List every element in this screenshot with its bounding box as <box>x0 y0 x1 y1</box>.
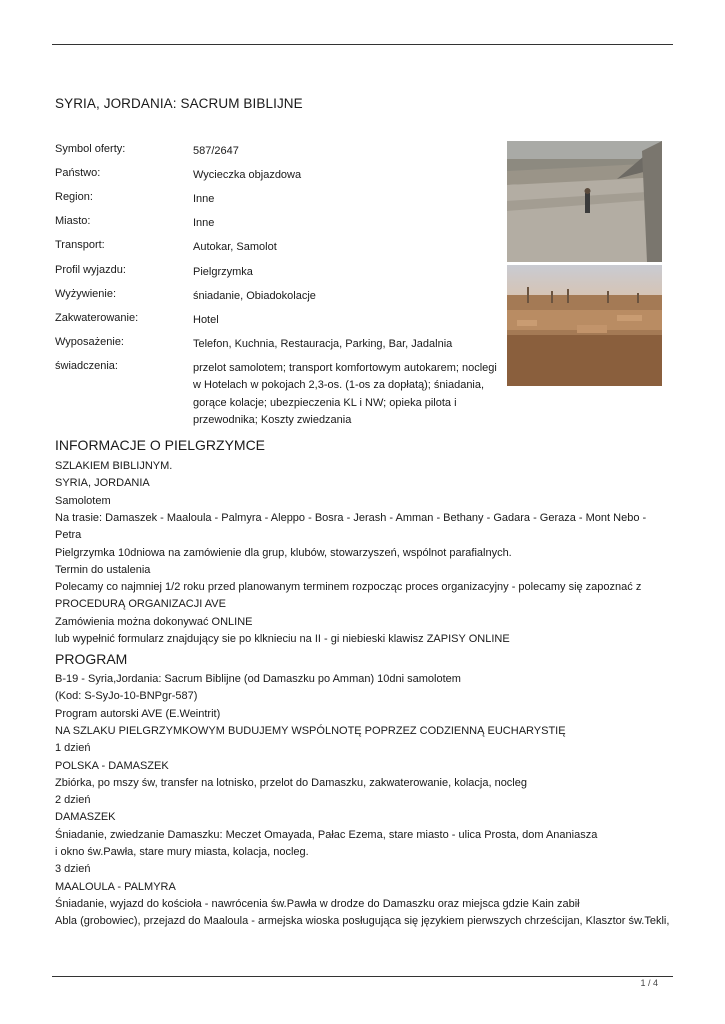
text-line: SYRIA, JORDANIA <box>55 477 150 490</box>
detail-value: Pielgrzymka <box>193 266 253 278</box>
text-line: (Kod: S-SyJo-10-BNPgr-587) <box>55 690 198 703</box>
detail-label: Wyposażenie: <box>55 336 124 348</box>
detail-label: Symbol oferty: <box>55 143 126 155</box>
text-line: PROCEDURĄ ORGANIZACJI AVE <box>55 598 226 611</box>
text-line: Śniadanie, wyjazd do kościoła - nawrócenia św.Pawła w drodze do Damaszku oraz miejsca gdzie Kain zabił <box>55 897 580 910</box>
text-line: lub wypełnić formularz znajdujący sie po klknieciu na II - gi niebieski klawisz ZAPISY ONLINE <box>55 633 510 645</box>
program-heading: PROGRAM <box>55 651 128 667</box>
text-line: Na trasie: Damaszek - Maaloula - Palmyra - Aleppo - Bosra - Jerash - Amman - Bethany - Gadara - Geraza - Mont Nebo - <box>55 511 647 524</box>
detail-value: 587/2647 <box>193 145 239 157</box>
text-line: i okno św.Pawła, stare mury miasta, kolacja, nocleg. <box>55 846 309 858</box>
detail-label: Region: <box>55 191 93 203</box>
photo-terrace <box>507 141 662 262</box>
page-title: SYRIA, JORDANIA: SACRUM BIBLIJNE <box>55 96 303 111</box>
text-line: Abla (grobowiec), przejazd do Maaloula - armejska wioska posługująca się językiem pierwszych chrześcijan, Klasztor św.Tekli, <box>55 915 670 928</box>
text-line: Program autorski AVE (E.Weintrit) <box>55 707 221 720</box>
text-line: Śniadanie, zwiedzanie Damaszku: Meczet Omayada, Pałac Ezema, stare miasto - ulica Prosta, dom Ananiasza <box>55 828 598 841</box>
detail-label: Państwo: <box>55 167 101 179</box>
text-line: Zbiórka, po mszy św, transfer na lotnisko, przelot do Damaszku, zakwaterowanie, kolacja, nocleg <box>55 776 527 789</box>
detail-value: Hotel <box>193 314 219 326</box>
text-line: 2 dzień <box>55 794 91 807</box>
info-heading: INFORMACJE O PIELGRZYMCE <box>55 437 266 453</box>
detail-label: świadczenia: <box>55 360 118 372</box>
text-line: Pielgrzymka 10dniowa na zamówienie dla grup, klubów, stowarzyszeń, wspólnot parafialnych. <box>55 546 512 559</box>
photo-city-panorama <box>507 265 662 386</box>
text-line: DAMASZEK <box>55 811 116 824</box>
text-line: MAALOULA - PALMYRA <box>55 880 176 893</box>
text-line: POLSKA - DAMASZEK <box>55 759 169 772</box>
detail-value: Autokar, Samolot <box>193 241 277 253</box>
detail-label: Profil wyjazdu: <box>55 264 126 276</box>
detail-label: Transport: <box>55 239 105 251</box>
text-line: Petra <box>55 529 82 542</box>
detail-value: Wycieczka objazdowa <box>193 169 302 181</box>
text-line: Polecamy co najmniej 1/2 roku przed planowanym terminem rozpocząc proces organizacyjny - polecamy się zapoznać z <box>55 581 642 594</box>
detail-value: Telefon, Kuchnia, Restauracja, Parking, Bar, Jadalnia <box>193 338 453 350</box>
detail-value: Inne <box>193 193 215 205</box>
text-line: SZLAKIEM BIBLIJNYM. <box>55 460 173 472</box>
text-line: 3 dzień <box>55 863 91 876</box>
text-line: 1 dzień <box>55 742 91 755</box>
header-rule <box>52 44 673 45</box>
text-line: Zamówienia można dokonywać ONLINE <box>55 615 253 628</box>
detail-label: Wyżywienie: <box>55 288 117 300</box>
detail-value: śniadanie, Obiadokolacje <box>193 290 316 302</box>
text-line: B-19 - Syria,Jordania: Sacrum Biblijne (od Damaszku po Amman) 10dni samolotem <box>55 673 461 685</box>
detail-label: Zakwaterowanie: <box>55 312 139 324</box>
detail-value: przelot samolotem; transport komfortowym autokarem; noclegi w Hotelach w pokojach 2,3-os. (1-os za dopłatą); śniadania, gorące kolacje; ubezpieczenia KL i NW; opieka pilota i przewodnika; Koszty zwiedzania <box>193 362 497 426</box>
footer-rule <box>52 976 673 977</box>
detail-label: Miasto: <box>55 215 91 227</box>
page-number: 1 / 4 <box>640 978 658 988</box>
text-line: NA SZLAKU PIELGRZYMKOWYM BUDUJEMY WSPÓLNOTĘ POPRZEZ CODZIENNĄ EUCHARYSTIĘ <box>55 724 566 737</box>
text-line: Samolotem <box>55 494 111 507</box>
detail-value: Inne <box>193 217 215 229</box>
text-line: Termin do ustalenia <box>55 563 151 576</box>
